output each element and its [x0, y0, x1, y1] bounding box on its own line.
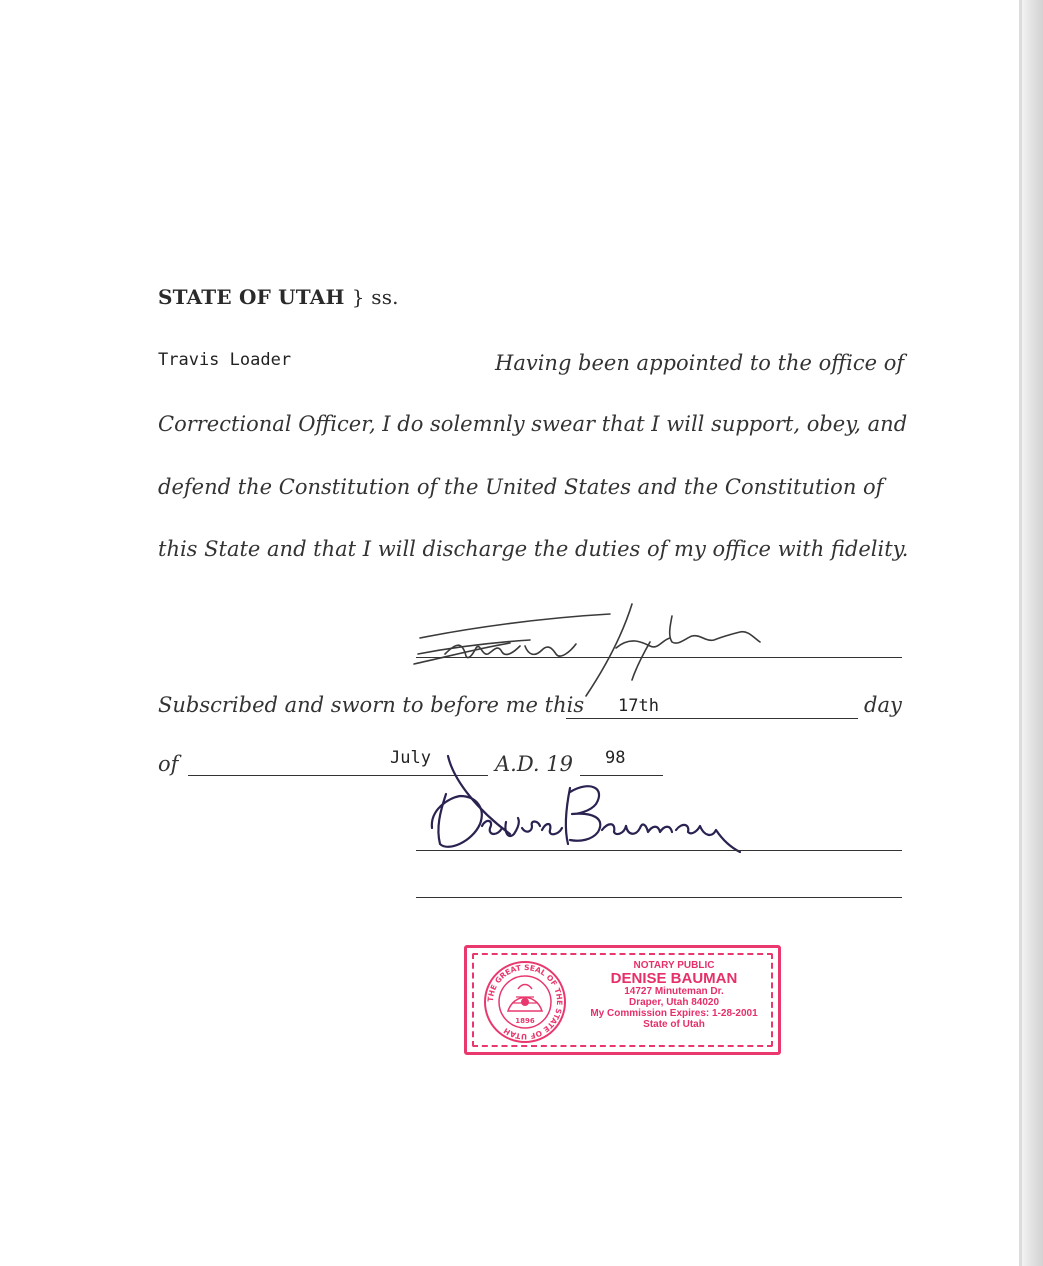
seal-year: 1896	[515, 1017, 535, 1025]
ss-label: } ss.	[351, 285, 399, 309]
jurat-ad-label: A.D. 19	[495, 752, 574, 776]
jurat-month-value: July	[390, 748, 431, 768]
affiant-signature	[410, 596, 780, 708]
state-name: STATE OF UTAH	[158, 285, 345, 309]
oath-line-2: Correctional Officer, I do solemnly swear that I will support, obey, and	[158, 412, 908, 436]
blank-line	[416, 897, 902, 898]
notary-signature-line	[416, 850, 902, 851]
utah-seal-emblem	[482, 959, 568, 1045]
jurat-prefix: Subscribed and sworn to before me this	[158, 693, 585, 717]
jurat-day-value: 17th	[618, 696, 659, 716]
jurat-day-suffix: day	[864, 693, 902, 717]
day-line	[566, 718, 858, 719]
stamp-name: DENISE BAUMAN	[610, 970, 738, 987]
stamp-city: Draper, Utah 84020	[628, 997, 720, 1008]
officer-name: Travis Loader	[158, 350, 292, 370]
jurat-year-value: 98	[605, 748, 626, 768]
oath-line-3: defend the Constitution of the United States and the Constitution of	[158, 475, 884, 499]
state-heading	[158, 285, 399, 309]
page-edge	[1022, 0, 1043, 1266]
oath-line-4: this State and that I will discharge the duties of my office with fidelity.	[158, 537, 909, 561]
jurat-of-label: of	[158, 752, 179, 776]
stamp-commission: My Commission Expires: 1-28-2001	[590, 1008, 758, 1019]
oath-line-1: Having been appointed to the office of	[495, 351, 905, 375]
stamp-street: 14727 Minuteman Dr.	[624, 986, 724, 997]
stamp-state: State of Utah	[643, 1019, 705, 1030]
stamp-title: NOTARY PUBLIC	[633, 960, 715, 971]
stamp-text	[579, 960, 769, 1030]
affiant-signature-line	[416, 657, 902, 658]
notary-stamp	[464, 945, 781, 1055]
seal-ring-text: THE GREAT SEAL OF THE STATE OF UTAH	[485, 962, 565, 1042]
notary-signature	[420, 752, 750, 864]
